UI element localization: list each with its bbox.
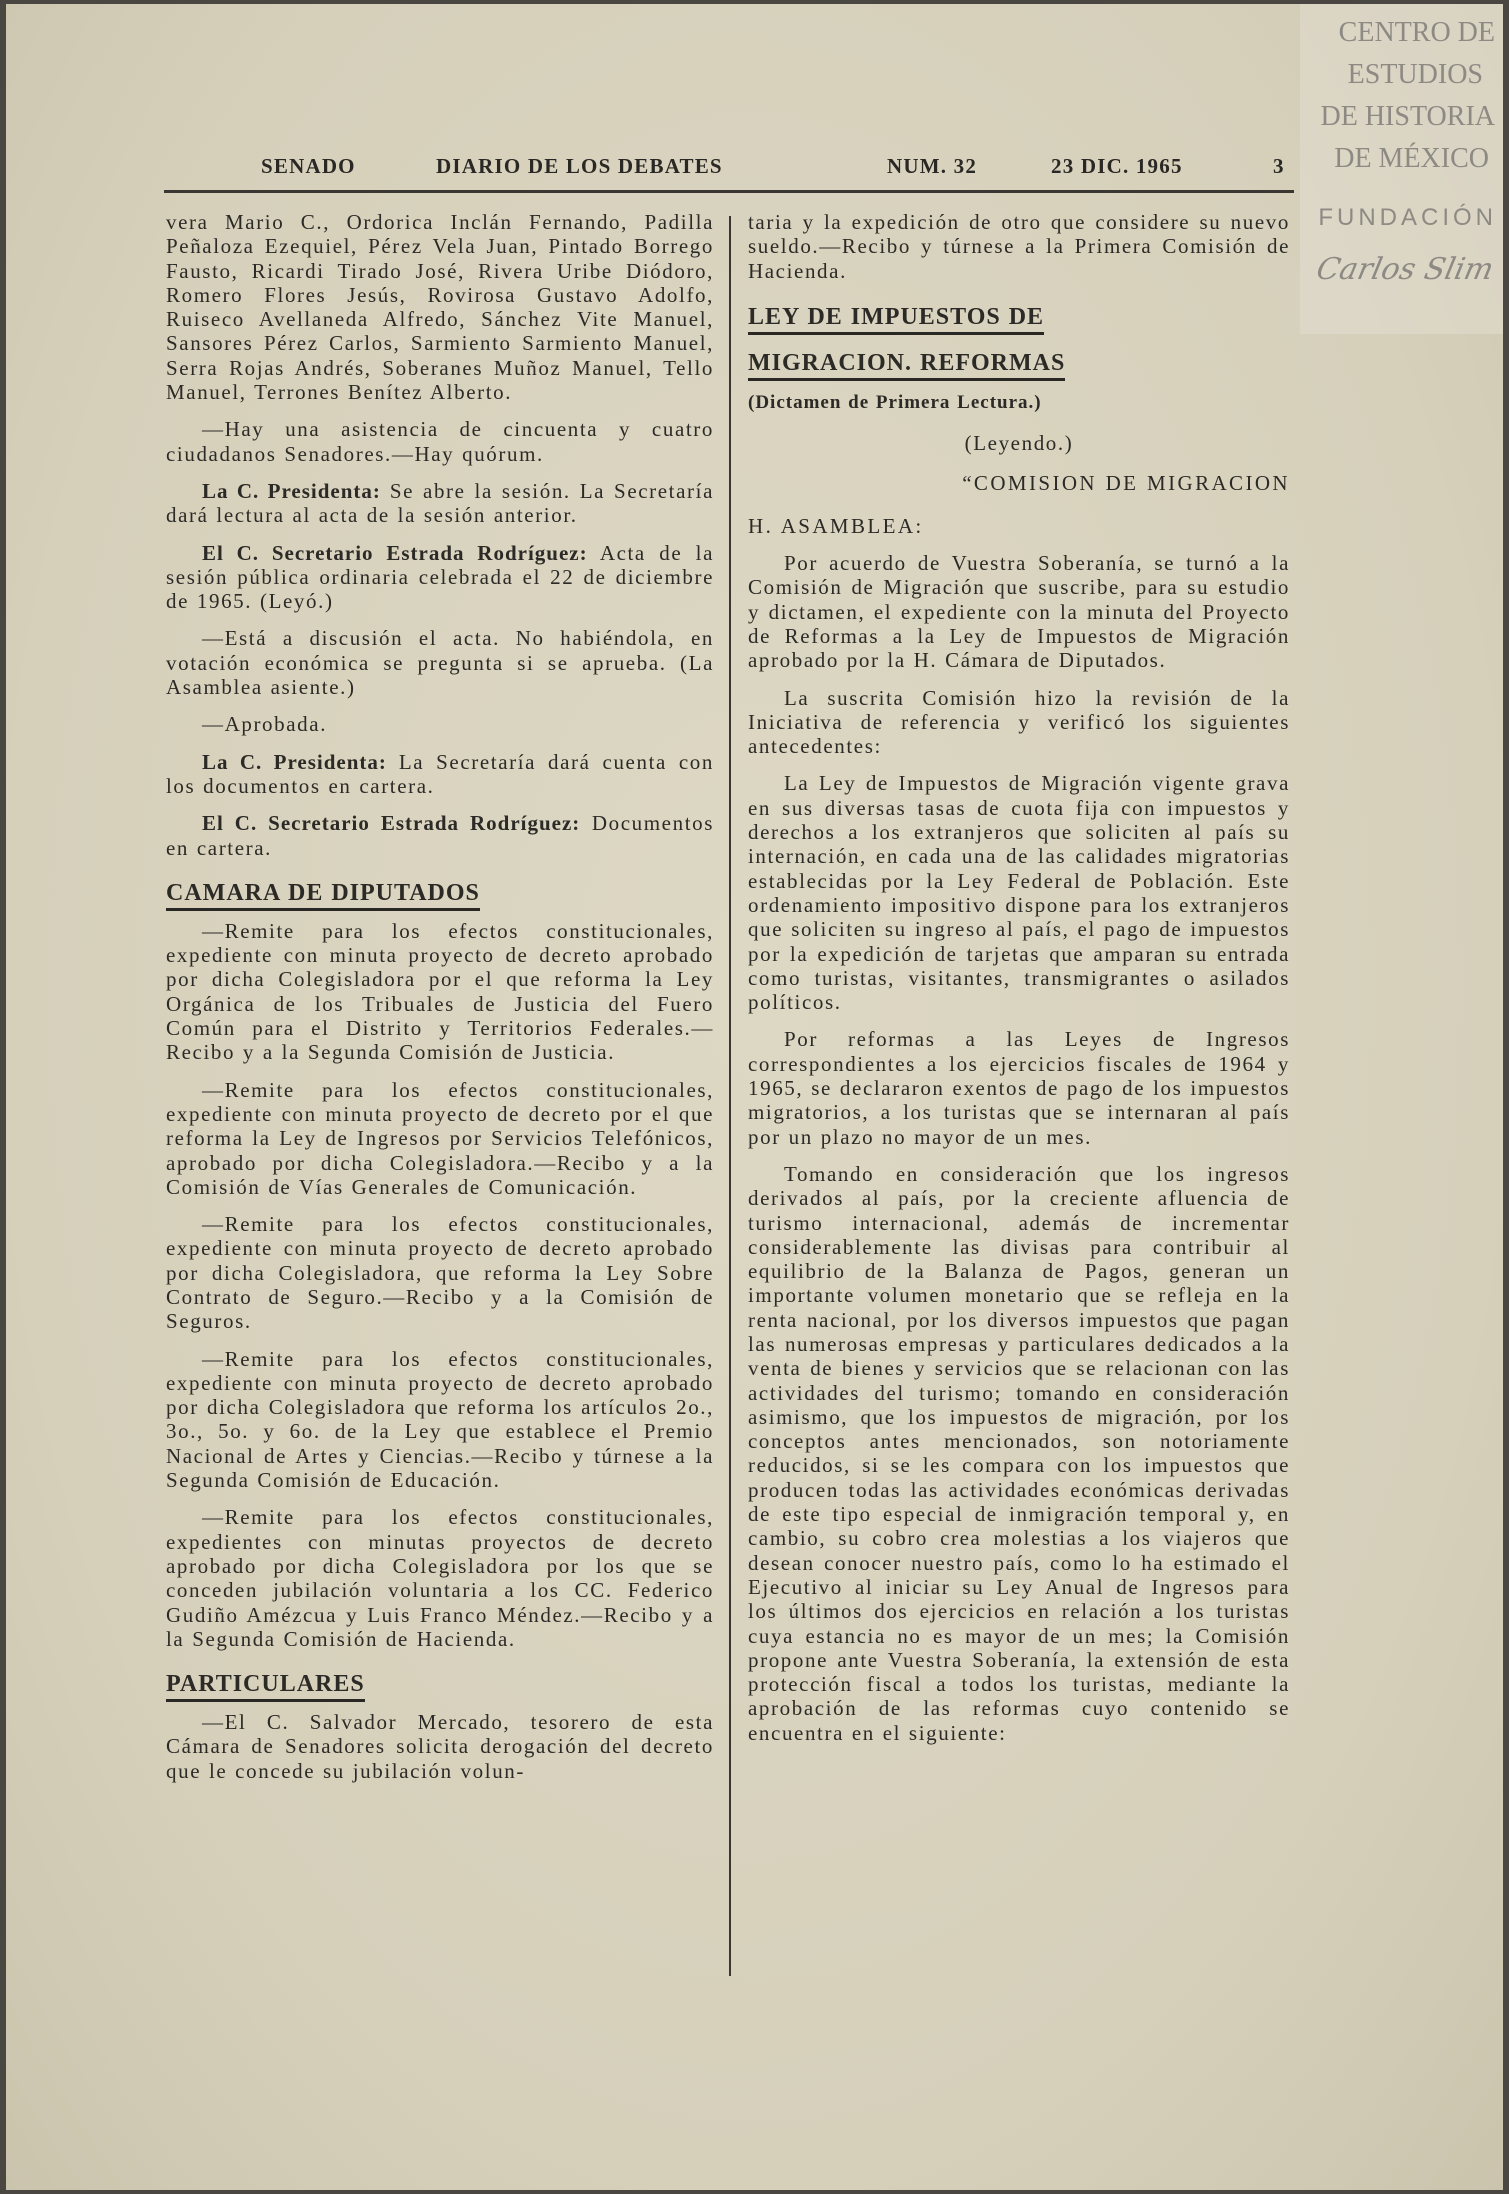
section-heading-line-1: LEY DE IMPUESTOS DE: [748, 303, 1044, 335]
header-page-number: 3: [1273, 154, 1285, 178]
committee-name: “COMISION DE MIGRACION: [962, 471, 1290, 496]
paragraph: —El C. Salvador Mercado, tesorero de esta Cámara de Senadores solicita derogación del decreto que le concede su jubilación volun-: [166, 1710, 714, 1783]
paragraph: Por acuerdo de Vuestra Soberanía, se turnó a la Comisión de Migración que suscribe, para su estudio y dictamen, el expediente con la minuta del Proyecto de Reformas a la Ley de Impuestos de Migración aprobado por la H. Cámara de Diputados.: [748, 551, 1290, 673]
page-header: [261, 154, 1296, 186]
section-heading: PARTICULARES: [166, 1670, 365, 1702]
paragraph: —Remite para los efectos constitucionales, expediente con minuta proyecto de decreto aprobado por dicha Colegisladora por el que reforma la Ley Orgánica de los Tribuales de Justicia del Fuero Común para el Distrito y Territorios Federales.—Recibo y a la Segunda Comisión de Justicia.: [166, 918, 714, 1065]
header-date: 23 DIC. 1965: [1051, 154, 1183, 178]
paragraph: Por reformas a las Leyes de Ingresos correspondientes a los ejercicios fiscales de 1964 y 1965, se declararon exentos de pago de los impuestos migratorios, a los turistas que se internaran al país por un plazo no mayor de un mes.: [748, 1027, 1290, 1149]
paragraph: —Remite para los efectos constitucionales, expediente con minuta proyecto de decreto aprobado por dicha Colegisladora, que reforma la Ley Sobre Contrato de Seguro.—Recibo y a la Comisión de Seguros.: [166, 1212, 714, 1334]
paragraph: —Hay una asistencia de cincuenta y cuatro ciudadanos Senadores.—Hay quórum.: [166, 417, 714, 466]
watermark-line: DE MÉXICO: [1334, 143, 1489, 174]
watermark-line: ESTUDIOS: [1347, 59, 1483, 90]
paragraph: [166, 541, 714, 614]
header-section: SENADO: [261, 154, 356, 178]
section-heading: CAMARA DE DIPUTADOS: [166, 879, 480, 911]
speech: Documentos en cartera.: [166, 811, 714, 860]
header-title: DIARIO DE LOS DEBATES: [436, 154, 723, 178]
salutation: H. ASAMBLEA:: [748, 513, 924, 538]
speech: Se abre la sesión. La Secretaría dará lectura al acta de la sesión anterior.: [166, 478, 714, 528]
header-number: NUM. 32: [887, 154, 978, 178]
speech: Acta de la sesión pública ordinaria celebrada el 22 de diciembre de 1965. (Leyó.): [166, 540, 714, 614]
paragraph: taria y la expedición de otro que considere su nuevo sueldo.—Recibo y túrnese a la Primera Comisión de Hacienda.: [748, 210, 1290, 283]
document-page: [6, 4, 1503, 2190]
speech: La Secretaría dará cuenta con los documentos en cartera.: [166, 749, 714, 798]
speaker: El C. Secretario Estrada Rodríguez:: [202, 540, 588, 565]
paragraph: La suscrita Comisión hizo la revisión de la Iniciativa de referencia y verificó los siguientes antecedentes:: [748, 685, 1290, 759]
archive-watermark: [1300, 4, 1503, 334]
paragraph: [166, 750, 714, 799]
column-divider: [729, 216, 731, 1976]
paragraph: [166, 811, 714, 860]
watermark-line: CENTRO DE: [1338, 17, 1495, 48]
paragraph: —Remite para los efectos constitucionales, expedientes con minutas proyectos de decreto aprobado por dicha Colegisladora por los que se conceden jubilación voluntaria a los CC. Federico Gudiño Amézcua y Luis Franco Méndez.—Recibo y a la Segunda Comisión de Hacienda.: [166, 1505, 714, 1651]
stage-direction: (Leyendo.): [964, 431, 1074, 456]
watermark-signature: Carlos Slim: [1313, 252, 1497, 287]
subheading: (Dictamen de Primera Lectura.): [748, 391, 1042, 413]
paragraph: Tomando en consideración que los ingresos derivados al país, por la creciente afluencia de turismo internacional, además de incrementar considerablemente las divisas para contribuir al equilibrio de la Balanza de Pagos, generan un importante volumen monetario que se refleja en la renta nacional, por los diversos impuestos que pagan las numerosas empresas y particulares dedicados a la venta de bienes y servicios que se relacionan con las actividades del turismo; tomando en consideración asimismo, que los impuestos de migración, por los conceptos antes mencionados, son notoriamente reducidos, si se les compara con los impuestos que producen todas las actividades económicas derivadas de este tipo especial de inmigración temporal y, en cambio, su cobro crea molestias a los viajeros que desean conocer nuestro país, como lo ha estimado el Ejecutivo al iniciar su Ley Anual de Ingresos para los últimos dos ejercicios en relación a los turistas cuya estancia no es mayor de un mes; la Comisión propone ante Vuestra Soberanía, la extensión de esta protección fiscal a todos los turistas, mediante la aprobación de las reformas cuyo contenido se encuentra en el siguiente:: [748, 1161, 1290, 1745]
speaker: La C. Presidenta:: [202, 749, 387, 774]
left-column: [166, 210, 714, 1796]
section-heading-line-2: MIGRACION. REFORMAS: [748, 349, 1065, 381]
right-column: [748, 210, 1290, 1758]
paragraph: —Remite para los efectos constitucionales, expediente con minuta proyecto de decreto aprobado por dicha Colegisladora que reforma los artículos 2o., 3o., 5o. y 6o. de la Ley que establece el Premio Nacional de Artes y Ciencias.—Recibo y túrnese a la Segunda Comisión de Educación.: [166, 1346, 714, 1493]
watermark-foundation: FUNDACIÓN: [1318, 204, 1497, 231]
speaker: El C. Secretario Estrada Rodríguez:: [202, 811, 581, 836]
paragraph: La Ley de Impuestos de Migración vigente grava en sus diversas tasas de cuota fija con impuestos y derechos a los extranjeros que soliciten al país su internación, en cada una de las calidades migratorias establecidas por la Ley Federal de Población. Este ordenamiento impositivo dispone para los extranjeros que soliciten su ingreso al país, el pago de impuestos por la expedición de tarjetas que amparan su entrada como turistas, visitantes, transmigrantes o asilados políticos.: [748, 771, 1290, 1015]
paragraph: —Está a discusión el acta. No habiéndola, en votación económica se pregunta si se aprueba. (La Asamblea asiente.): [166, 626, 714, 700]
speaker: La C. Presidenta:: [202, 478, 381, 503]
paragraph: [166, 479, 714, 528]
attendance-list: vera Mario C., Ordorica Inclán Fernando, Padilla Peñaloza Ezequiel, Pérez Vela Juan, Pintado Borrego Fausto, Ricardi Tirado José, Rivera Uribe Diódoro, Romero Flores Jesús, Rovirosa Gustavo Adolfo, Ruiseco Avellaneda Alfredo, Sánchez Vite Manuel, Sansores Pérez Carlos, Sarmiento Sarmiento Manuel, Serra Rojas Andrés, Soberanes Muñoz Manuel, Tello Manuel, Terrones Benítez Alberto.: [166, 210, 714, 405]
header-rule: [164, 190, 1294, 193]
paragraph: —Remite para los efectos constitucionales, expediente con minuta proyecto de decreto por el que reforma la Ley de Ingresos por Servicios Telefónicos, aprobado por dicha Colegisladora.—Recibo y a la Comisión de Vías Generales de Comunicación.: [166, 1077, 714, 1199]
paragraph: —Aprobada.: [202, 712, 328, 737]
watermark-line: DE HISTORIA: [1320, 101, 1495, 132]
